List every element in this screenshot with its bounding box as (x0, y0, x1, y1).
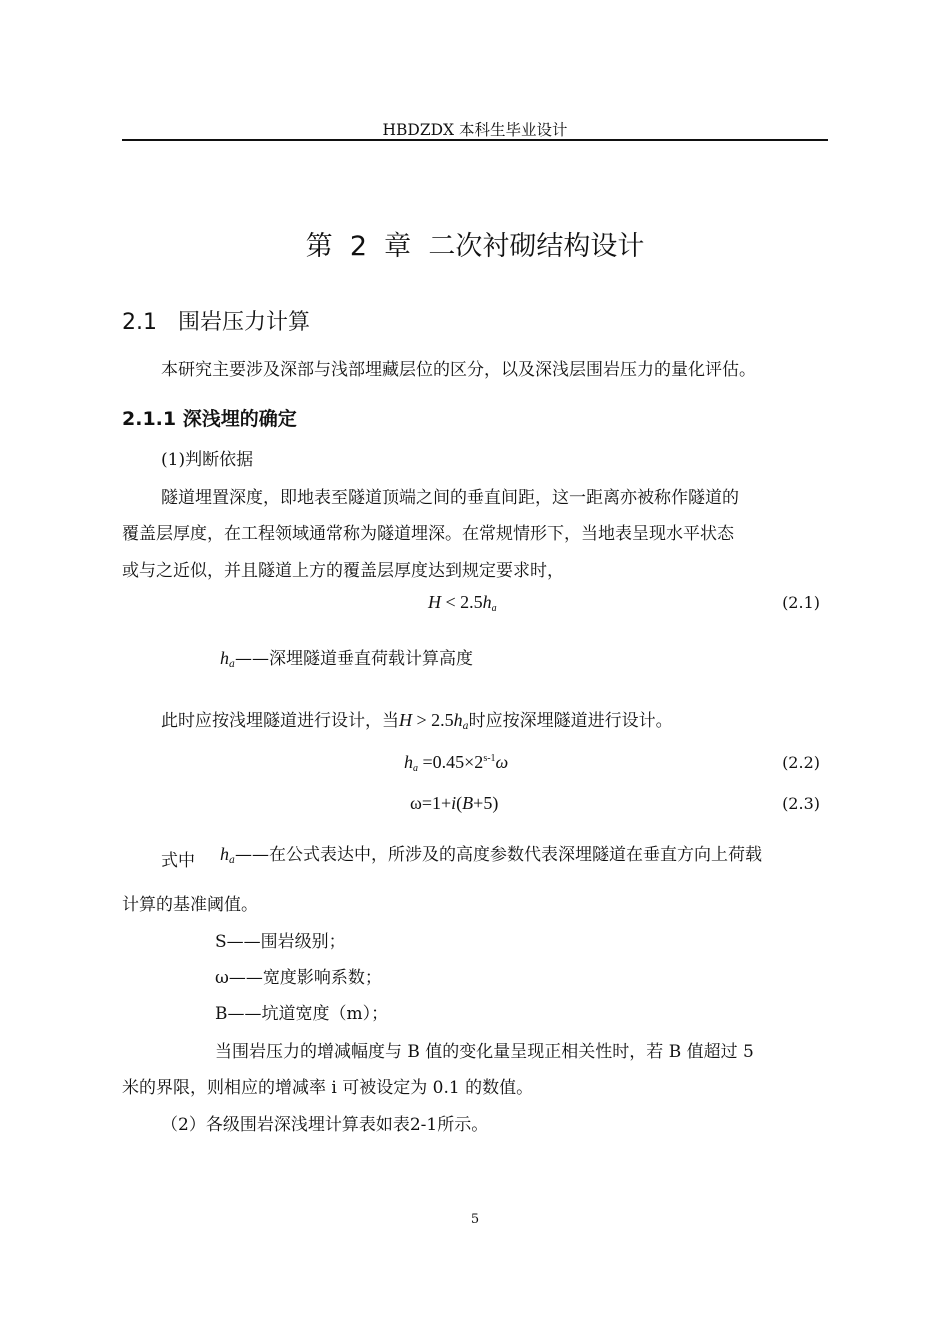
eq3-b: B (462, 793, 474, 813)
where-text: ——在公式表达中，所涉及的高度参数代表深埋隧道在垂直方向上荷载 (234, 845, 762, 865)
def-s: S——围岩级别； (215, 932, 346, 952)
eq1-lhs: H (428, 592, 441, 612)
para2-post: 时应按深埋隧道进行设计。 (468, 711, 673, 731)
para3-line1: 当围岩压力的增减幅度与 B 值的变化量呈现正相关性时，若 B 值超过 5 (215, 1042, 754, 1062)
section-number: 2.1 (122, 310, 157, 335)
eq3-text-c: +5) (473, 793, 499, 813)
def-ha-text: ——深埋隧道垂直荷载计算高度 (234, 649, 473, 669)
subsection-heading: 2.1.1 深浅埋的确定 (122, 408, 297, 430)
where-var: h (220, 844, 229, 864)
section-heading (122, 305, 310, 336)
where-line1 (220, 840, 762, 866)
def-ha (220, 644, 473, 670)
eq2-tail: ω (495, 752, 509, 772)
eq3-text-b: ( (456, 793, 463, 813)
eq1-op: < 2.5 (441, 592, 483, 612)
eq2-sup: s-1 (483, 753, 496, 764)
equation-2-2 (404, 752, 508, 774)
para2-math-lhs: H (399, 710, 412, 730)
para2 (161, 706, 673, 732)
page-number: 5 (470, 1212, 480, 1227)
equation-number-2-1: (2.1) (782, 593, 820, 612)
para3-line2: 米的界限，则相应的增减率 i 可被设定为 0.1 的数值。 (122, 1078, 534, 1098)
def-ha-var: h (220, 648, 229, 668)
equation-2-1 (428, 592, 497, 614)
para1-line1: 隧道埋置深度，即地表至隧道顶端之间的垂直间距，这一距离亦被称作隧道的 (161, 488, 739, 508)
para2-math-var: h (453, 710, 463, 730)
eq2-sub: a (413, 763, 418, 774)
para2-math-sub: a (462, 721, 469, 732)
eq2-var: h (404, 752, 413, 772)
eq2-rhs: =0.45×2 (418, 752, 484, 772)
para1-line3: 或与之近似，并且隧道上方的覆盖层厚度达到规定要求时， (122, 561, 564, 581)
def-omega: ω——宽度影响系数； (215, 968, 382, 988)
equation-number-2-2: (2.2) (782, 753, 820, 772)
where-label: 式中 (161, 851, 195, 871)
section-title: 围岩压力计算 (178, 310, 311, 335)
chapter-title: 第 2 章 二次衬砌结构设计 (305, 231, 645, 262)
intro-paragraph: 本研究主要涉及深部与浅部埋藏层位的区分，以及深浅层围岩压力的量化评估。 (161, 360, 756, 380)
eq1-var: h (482, 592, 492, 612)
para1-line2: 覆盖层厚度，在工程领域通常称为隧道埋深。在常规情形下，当地表呈现水平状态 (122, 524, 734, 544)
where-sub: a (229, 855, 235, 866)
def-ha-sub: a (229, 659, 235, 670)
eq1-sub: a (491, 603, 497, 614)
header-rule (122, 139, 828, 141)
item-calc-table: （2）各级围岩深浅埋计算表如表2-1所示。 (161, 1115, 489, 1135)
item-judgment-basis: (1)判断依据 (161, 450, 254, 470)
equation-number-2-3: (2.3) (782, 794, 820, 813)
equation-2-3 (410, 793, 498, 814)
para2-pre: 此时应按浅埋隧道进行设计，当 (161, 711, 399, 731)
para2-math-op: > 2.5 (412, 710, 454, 730)
where-line2: 计算的基准阈值。 (122, 895, 258, 915)
eq3-text-a: ω=1+ (410, 793, 452, 813)
page-header: HBDZDX 本科生毕业设计 (382, 121, 568, 139)
eq3-i: i (451, 793, 457, 813)
def-b: B——坑道宽度（m）； (215, 1004, 389, 1024)
